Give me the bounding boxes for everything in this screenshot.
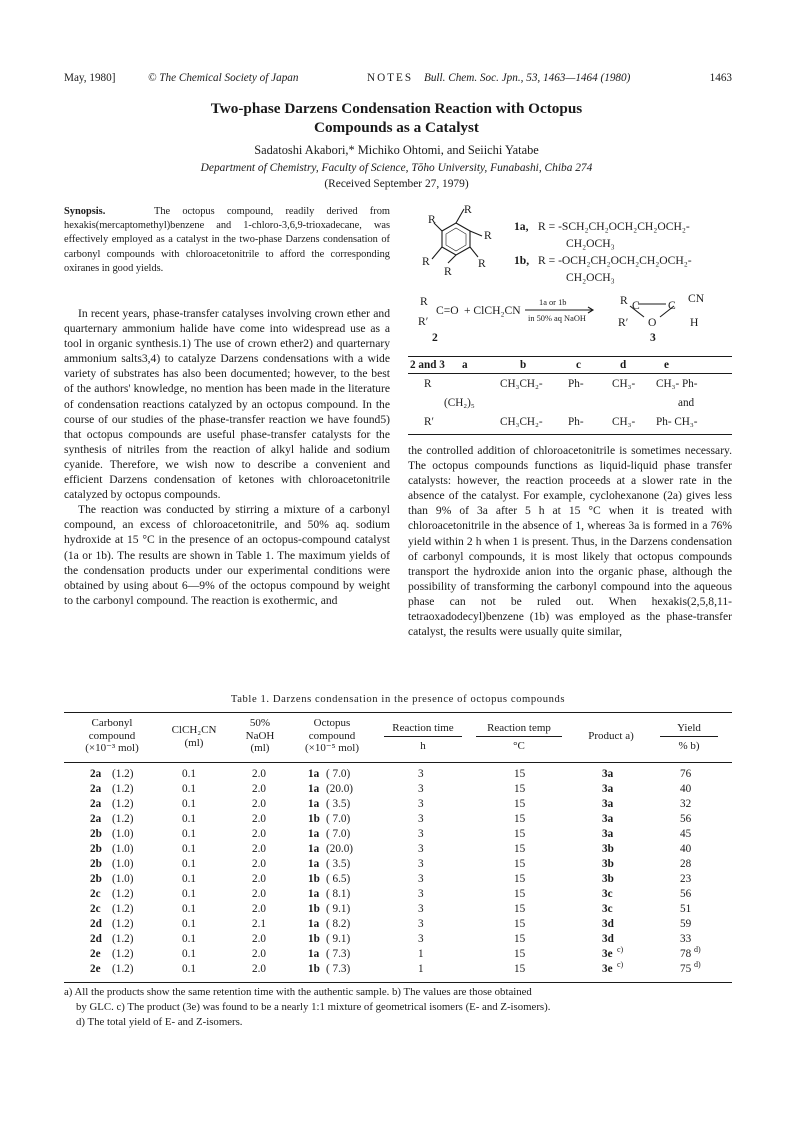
table-cell-time: 3: [418, 888, 424, 900]
header-line: compound: [308, 729, 356, 742]
header-yield: [654, 722, 724, 752]
table-cell-time: 3: [418, 918, 424, 930]
table-cell-cmol: (1.2): [112, 963, 134, 975]
table-cell-cmol5: ( 9.1): [326, 903, 351, 915]
table-cell-yield: 51: [680, 903, 692, 915]
table-cell-yield: 32: [680, 798, 692, 810]
table-cell-temp: 15: [514, 798, 526, 810]
table-cell-temp: 15: [514, 963, 526, 975]
table-cell-yield: 28: [680, 858, 692, 870]
table-cell-clch2cn: 0.1: [182, 843, 196, 855]
running-header: [64, 72, 732, 88]
formula-1a-cont: CH₂OCH₃: [566, 237, 615, 250]
column-head: c: [576, 359, 581, 371]
bond-bottom: [448, 255, 456, 263]
table-cell-cat: 1a: [308, 768, 320, 780]
body-paragraph-2: The reaction was conducted by stirring a mixture of a carbonyl compound, an excess of chloroacetonitrile, and 50% aq. sodium hydroxide at 15 °C in the presence of an octopus-compound catalyst (1a or 1b). The results are shown in Table 1. The maximum yields of the condensation products under our experimental conditions were obtained by using about 6—9% of the octopus compound by weight to the carbonyl compound. The reaction is exothermic, and: [64, 503, 390, 607]
table-cell-time: 3: [418, 903, 424, 915]
header-line: Yield: [677, 722, 701, 734]
table-cell-product: 3d: [602, 918, 614, 930]
table-cell-cmol: (1.2): [112, 918, 134, 930]
column-head: 2 and 3: [410, 359, 445, 371]
product-r: R: [620, 294, 628, 307]
table-cell-clch2cn: 0.1: [182, 783, 196, 795]
header-line: (×10⁻⁵ mol): [304, 742, 360, 754]
table-cell-naoh: 2.0: [252, 768, 266, 780]
header-line: h: [420, 739, 426, 752]
table-cell-product: 3d: [602, 933, 614, 945]
table-cell-time: 3: [418, 933, 424, 945]
table-cell-cmol5: ( 8.1): [326, 888, 351, 900]
table-cell-cmol5: ( 7.0): [326, 768, 351, 780]
table-cell-clch2cn: 0.1: [182, 873, 196, 885]
table-cell-clch2cn: 0.1: [182, 798, 196, 810]
header-line: Reaction time: [392, 722, 454, 734]
table-cell-yield: 40: [680, 843, 692, 855]
product-r-prime: R′: [618, 316, 629, 329]
cell: Ph-: [568, 416, 584, 428]
header-line: Carbonyl: [91, 717, 133, 729]
table-cell-cmol: (1.2): [112, 783, 134, 795]
table-cell-time: 3: [418, 873, 424, 885]
formula-1b-cont: CH₂OCH₃: [566, 271, 615, 284]
table-cell-yield: 56: [680, 888, 692, 900]
table-cell-temp: 15: [514, 813, 526, 825]
table-cell-clch2cn: 0.1: [182, 903, 196, 915]
table-cell-cat: 1a: [308, 798, 320, 810]
table-cell-naoh: 2.0: [252, 963, 266, 975]
product-h: H: [690, 316, 699, 329]
affiliation: Department of Chemistry, Faculty of Science, Tōho University, Funabashi, Chiba 274: [200, 162, 593, 174]
table-cell-cmol: (1.2): [112, 948, 134, 960]
table-cell-cat: 1a: [308, 843, 320, 855]
row-label-r-prime: R′: [424, 416, 434, 428]
row-label-r: R: [424, 378, 432, 390]
table-cell-yield: 45: [680, 828, 692, 840]
table-cell-time: 1: [418, 948, 424, 960]
table-cell-cat: 1b: [308, 903, 320, 915]
substituent-r: R: [484, 229, 492, 242]
table-cell-temp: 15: [514, 933, 526, 945]
header-underline: [660, 736, 718, 737]
table-cell-carbonyl: 2c: [90, 888, 101, 900]
table-cell-cmol5: ( 7.0): [326, 813, 351, 825]
table-cell-yield: 40: [680, 783, 692, 795]
table-cell-time: 3: [418, 828, 424, 840]
table-cell-cmol5: ( 9.1): [326, 933, 351, 945]
cell: CH₃CH₂-: [500, 378, 543, 390]
table-cell-clch2cn: 0.1: [182, 918, 196, 930]
table-cell-cmol: (1.0): [112, 873, 134, 885]
table-cell-product: 3a: [602, 798, 614, 810]
table-cell-cat: 1b: [308, 963, 320, 975]
table-cell-naoh: 2.0: [252, 948, 266, 960]
table-cell-carbonyl: 2a: [90, 813, 102, 825]
compound-label-2: 2: [432, 331, 438, 344]
table-cell-carbonyl: 2a: [90, 798, 102, 810]
table-cell-time: 3: [418, 783, 424, 795]
table-cell-temp: 15: [514, 843, 526, 855]
table-cell-clch2cn: 0.1: [182, 963, 196, 975]
bond-left: [432, 247, 442, 259]
table-cell-naoh: 2.0: [252, 783, 266, 795]
table-cell-temp: 15: [514, 873, 526, 885]
table-cell-product: 3e: [602, 948, 613, 960]
table-cell-pnote: c): [617, 960, 624, 969]
table-cell-product: 3a: [602, 813, 614, 825]
table-cell-cat: 1a: [308, 888, 320, 900]
table-cell-product: 3e: [602, 963, 613, 975]
product-carbon-2: C: [668, 299, 676, 312]
substituent-r: R: [478, 257, 486, 270]
header-underline: [476, 736, 562, 737]
formula-1a: R = -SCH₂CH₂OCH₂CH₂OCH₂-: [538, 220, 690, 233]
title-line-2: Compounds as a Catalyst: [314, 119, 479, 136]
table-cell-cmol: (1.0): [112, 843, 134, 855]
table-cell-cmol5: ( 7.3): [326, 948, 351, 960]
cell: CH₃-: [612, 378, 636, 390]
header-clch2cn: [162, 724, 226, 749]
header-product: Product a): [588, 730, 634, 742]
column-head: d: [620, 359, 627, 371]
cell: Ph- CH₃-: [656, 416, 698, 428]
table-cell-clch2cn: 0.1: [182, 813, 196, 825]
substituent-r: R: [428, 213, 436, 226]
column-head: e: [664, 359, 669, 371]
table-rule-head: [408, 373, 732, 374]
table-cell-yield: 76: [680, 768, 692, 780]
cell: and: [678, 397, 695, 409]
table-cell-pnote: c): [617, 945, 624, 954]
cell: Ph-: [568, 378, 584, 390]
table-cell-carbonyl: 2e: [90, 948, 101, 960]
issue-date: May, 1980]: [64, 72, 116, 84]
product-carbon-1: C: [632, 299, 640, 312]
benzene-inner-ring: [446, 228, 466, 251]
table-cell-carbonyl: 2b: [90, 873, 102, 885]
table-cell-carbonyl: 2b: [90, 828, 102, 840]
header-line: Octopus: [313, 717, 351, 729]
table-cell-cmol5: ( 8.2): [326, 918, 351, 930]
table-cell-cmol5: (20.0): [326, 783, 354, 795]
body-right-column: [408, 443, 732, 639]
page-number: 1463: [709, 72, 732, 84]
product-cn: CN: [688, 292, 705, 305]
cell: CH₃CH₂-: [500, 416, 543, 428]
bond-top: [456, 209, 464, 223]
table-cell-time: 1: [418, 963, 424, 975]
header-naoh: [232, 717, 288, 755]
table-cell-clch2cn: 0.1: [182, 858, 196, 870]
synopsis-text: The octopus compound, readily derived from hexakis(mercaptomethyl)benzene and 1-chloro-3,6,9-trioxadecane, was effectively employed as a catalyst in the two-phase Darzens condensation of carbonyl compounds with chloroacetonitrile to afford the corresponding oxiranes in good yields.: [64, 206, 390, 274]
table-cell-time: 3: [418, 858, 424, 870]
body-paragraph-1: In recent years, phase-transfer catalyses involving crown ether and quarternary ammonium halide have come into widespread use as a tool in organic synthesis.1) The use of crown ether2) and quarternary ammonium salts3,4) to catalyze Darzens condensations with a wide variety of substrates has also been documented; however, to the best of the authors' knowledge, no mention has been made in the literature of condensation reactions catalyzed by an octopus compound. In the course of our studies of the phase-transfer reaction we have found5) that octopus compounds are useful phase-transfer catalysts for the synthesis of nitriles from the reaction of alkyl halide and sodium cyanide. Therefore, we wish now to describe a convenient and efficient Darzens condensation of ketones with chloroacetonitrile catalyzed by octopus compounds.: [64, 307, 390, 502]
table-cell-clch2cn: 0.1: [182, 768, 196, 780]
authors: Sadatoshi Akabori,* Michiko Ohtomi, and Seiichi Yatabe: [254, 143, 539, 157]
table-cell-cmol5: ( 7.3): [326, 963, 351, 975]
article-title: [100, 99, 693, 137]
footnote-line: by GLC. c) The product (3e) was found to be a nearly 1:1 mixture of geometrical isomers (E- and Z-isomers).: [76, 1001, 551, 1013]
column-head: a: [462, 359, 468, 371]
body-paragraph-3: the controlled addition of chloroacetonitrile is sometimes necessary. The octopus compounds functions as liquid-liquid phase transfer catalysts: however, the reaction proceeds at a slower rate in the absence of the catalyst. For example, cyclohexanone (2a) gives less than 9% of 3a after 5 h at 15 °C when it is treated with chloroacetonitrile in the absence of 1, whereas 3a is formed in a 76% yield within 2 h when 1 is present. Thus, in the Darzens condensation of carbonyl compounds, it is most likely that octopus compounds transport the hydroxide anion into the organic phase, although the possibility of transforming the carbonyl compound into the aqueous phase can not be ruled out. When hexakis(2,5,8,11-tetraoxadodecyl)benzene (1b) was employed as the phase-transfer catalyst, the results were usually quite similar,: [408, 444, 732, 639]
table-cell-carbonyl: 2d: [90, 933, 102, 945]
column-head: b: [520, 359, 527, 371]
substituent-r: R: [422, 255, 430, 268]
section-label: NOTES: [367, 72, 414, 84]
table-cell-yield: 33: [680, 933, 692, 945]
table-cell-cmol: (1.2): [112, 768, 134, 780]
header-octopus: [292, 717, 372, 755]
table-cell-cat: 1b: [308, 933, 320, 945]
table-cell-temp: 15: [514, 828, 526, 840]
table-cell-cat: 1b: [308, 873, 320, 885]
catalyst-above-arrow: 1a or 1b: [539, 298, 567, 307]
synopsis: [64, 205, 390, 276]
table-cell-temp: 15: [514, 948, 526, 960]
table-cell-temp: 15: [514, 768, 526, 780]
table-cell-yield: 78: [680, 948, 692, 960]
reactant-r: R: [420, 295, 428, 308]
table-cell-product: 3a: [602, 783, 614, 795]
cell: CH₃-: [612, 416, 636, 428]
header-line: Reaction temp: [487, 722, 551, 734]
table-cell-product: 3c: [602, 888, 613, 900]
table-cell-temp: 15: [514, 918, 526, 930]
table-cell-clch2cn: 0.1: [182, 888, 196, 900]
table-cell-yield: 59: [680, 918, 692, 930]
body-left-column: [64, 306, 390, 608]
table-cell-time: 3: [418, 813, 424, 825]
conditions-below-arrow: in 50% aq NaOH: [528, 314, 586, 323]
header-line: ClCH₂CN: [171, 724, 217, 736]
reagent-clch2cn: + ClCH₂CN: [464, 304, 521, 317]
journal-citation: Bull. Chem. Soc. Jpn., 53, 1463—1464 (1980): [424, 72, 631, 84]
table-cell-naoh: 2.0: [252, 873, 266, 885]
table-cell-yield: 56: [680, 813, 692, 825]
substituent-r: R: [444, 265, 452, 278]
header-temp: [474, 722, 564, 752]
table-cell-ynote: d): [694, 945, 701, 954]
table-cell-cmol: (1.2): [112, 903, 134, 915]
header-line: (×10⁻³ mol): [85, 742, 139, 754]
table-cell-cmol: (1.2): [112, 813, 134, 825]
table-cell-carbonyl: 2c: [90, 903, 101, 915]
table-cell-time: 3: [418, 798, 424, 810]
table-cell-naoh: 2.0: [252, 903, 266, 915]
table-cell-cmol: (1.2): [112, 933, 134, 945]
table-cell-cmol5: ( 3.5): [326, 858, 351, 870]
table-rule-top: [64, 712, 732, 713]
table-cell-cmol5: ( 6.5): [326, 873, 351, 885]
table-cell-product: 3a: [602, 828, 614, 840]
received-date: (Received September 27, 1979): [324, 178, 469, 190]
table-cell-naoh: 2.0: [252, 933, 266, 945]
header-time: [382, 722, 464, 752]
table-cell-yield: 23: [680, 873, 692, 885]
table-cell-cat: 1a: [308, 828, 320, 840]
table-cell-time: 3: [418, 843, 424, 855]
carbonyl-group: C=O: [436, 304, 459, 317]
table-cell-carbonyl: 2d: [90, 918, 102, 930]
copyright: © The Chemical Society of Japan: [148, 72, 299, 84]
header-line: NaOH: [245, 729, 275, 742]
header-line: % b): [678, 739, 700, 752]
table-cell-product: 3b: [602, 858, 614, 870]
reactant-r-prime: R′: [418, 315, 429, 328]
table-cell-clch2cn: 0.1: [182, 828, 196, 840]
table-cell-naoh: 2.1: [252, 918, 266, 930]
table-cell-cmol5: (20.0): [326, 843, 354, 855]
header-line: (ml): [250, 742, 270, 754]
table-cell-cmol5: ( 3.5): [326, 798, 351, 810]
table-cell-cat: 1a: [308, 948, 320, 960]
table-cell-cat: 1a: [308, 858, 320, 870]
table-rule-top: [408, 356, 732, 357]
table-cell-naoh: 2.0: [252, 888, 266, 900]
cell: CH₃- Ph-: [656, 378, 698, 390]
table-cell-product: 3b: [602, 843, 614, 855]
table-cell-cmol: (1.2): [112, 798, 134, 810]
epoxide-oxygen: O: [648, 316, 657, 329]
table-cell-naoh: 2.0: [252, 843, 266, 855]
table-cell-cmol: (1.0): [112, 828, 134, 840]
table-cell-cat: 1a: [308, 918, 320, 930]
table-rule-bottom: [408, 434, 732, 435]
synopsis-label: Synopsis.: [64, 206, 106, 217]
footnote-line: a) All the products show the same retention time with the authentic sample. b) The values are those obtained: [64, 986, 532, 998]
table-1-caption: Table 1. Darzens condensation in the presence of octopus compounds: [230, 694, 566, 705]
table-cell-cat: 1a: [308, 783, 320, 795]
table-cell-cmol: (1.0): [112, 858, 134, 870]
table-rule-head: [64, 762, 732, 763]
cell: (CH₂)₅: [444, 397, 475, 409]
header-line: compound: [88, 729, 136, 742]
table-cell-cmol: (1.2): [112, 888, 134, 900]
compound-label-3: 3: [650, 331, 656, 344]
table-cell-temp: 15: [514, 888, 526, 900]
table-cell-clch2cn: 0.1: [182, 948, 196, 960]
compound-label-1a: 1a,: [514, 220, 529, 233]
table-cell-carbonyl: 2a: [90, 783, 102, 795]
table-cell-carbonyl: 2b: [90, 858, 102, 870]
compound-label-1b: 1b,: [514, 254, 530, 267]
header-underline: [384, 736, 462, 737]
table-cell-cat: 1b: [308, 813, 320, 825]
table-cell-clch2cn: 0.1: [182, 933, 196, 945]
table-cell-carbonyl: 2b: [90, 843, 102, 855]
table-cell-product: 3a: [602, 768, 614, 780]
table-cell-product: 3c: [602, 903, 613, 915]
table-cell-carbonyl: 2a: [90, 768, 102, 780]
header-line: °C: [513, 739, 525, 752]
table-cell-yield: 75: [680, 963, 692, 975]
bond-lower-right: [470, 247, 478, 257]
formula-1b: R = -OCH₂CH₂OCH₂CH₂OCH₂-: [538, 254, 692, 267]
table-rule-bottom: [64, 982, 732, 983]
table-cell-temp: 15: [514, 783, 526, 795]
header-line: 50%: [249, 717, 271, 729]
footnote-line: d) The total yield of E- and Z-isomers.: [76, 1016, 243, 1028]
table-cell-naoh: 2.0: [252, 858, 266, 870]
table-cell-ynote: d): [694, 960, 701, 969]
table-cell-time: 3: [418, 768, 424, 780]
header-carbonyl: [76, 717, 148, 755]
header-line: (ml): [184, 736, 204, 749]
table-cell-product: 3b: [602, 873, 614, 885]
table-cell-naoh: 2.0: [252, 828, 266, 840]
substituent-r: R: [464, 203, 472, 216]
table-1-footnotes: [64, 985, 732, 1030]
table-cell-naoh: 2.0: [252, 798, 266, 810]
table-cell-temp: 15: [514, 858, 526, 870]
structure-diagram: [408, 203, 732, 359]
table-cell-naoh: 2.0: [252, 813, 266, 825]
title-line-1: Two-phase Darzens Condensation Reaction with Octopus: [210, 100, 583, 117]
table-cell-temp: 15: [514, 903, 526, 915]
table-cell-cmol5: ( 7.0): [326, 828, 351, 840]
bond-right: [470, 231, 482, 236]
table-cell-carbonyl: 2e: [90, 963, 101, 975]
